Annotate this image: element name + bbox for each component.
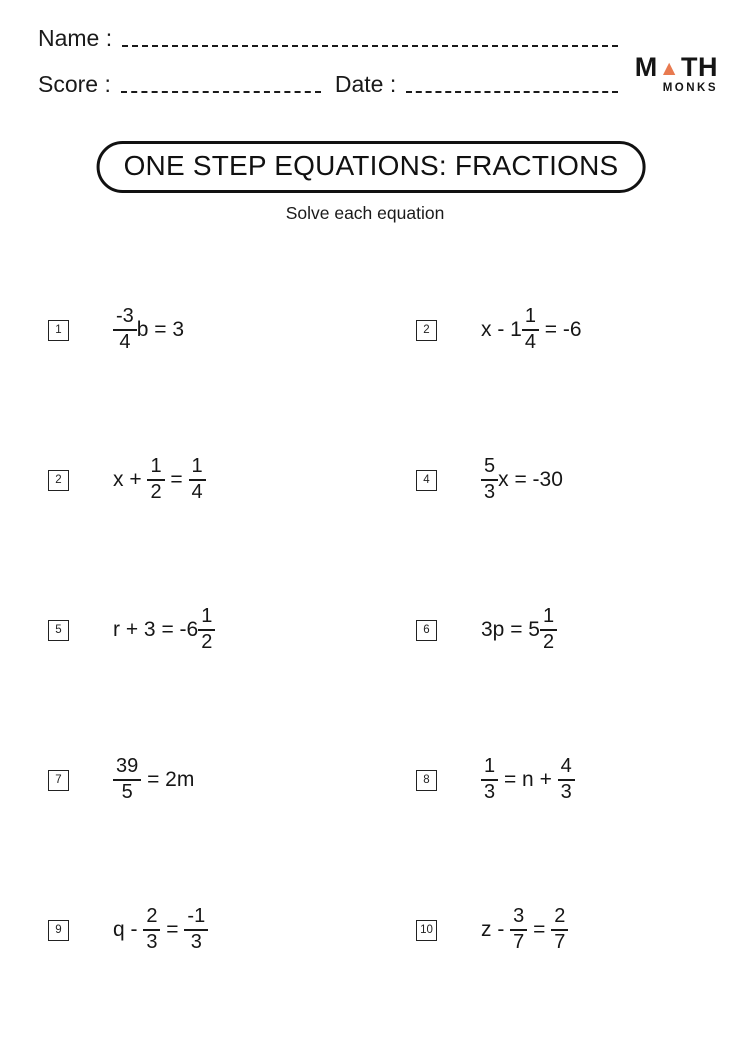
logo-text-th: TH <box>681 52 718 82</box>
fraction-numerator: 1 <box>522 306 539 331</box>
equation-text: = <box>160 918 185 941</box>
equation-text: r + 3 = -6 <box>113 618 199 641</box>
problem-number-badge: 2 <box>48 470 69 491</box>
fraction <box>481 756 498 803</box>
problem-item <box>44 456 412 503</box>
problem-number-badge: 5 <box>48 620 69 641</box>
date-fill-line <box>406 91 618 93</box>
equation <box>481 606 557 653</box>
equation <box>113 606 215 653</box>
equation <box>113 456 206 503</box>
equation-text: = <box>164 468 189 491</box>
problem-number-badge: 9 <box>48 920 69 941</box>
problem-number-badge: 2 <box>416 320 437 341</box>
problem-item <box>44 756 412 803</box>
problem-number-badge: 7 <box>48 770 69 791</box>
fraction <box>510 906 527 953</box>
fraction-numerator: 1 <box>147 456 164 481</box>
fraction <box>147 456 164 503</box>
fraction <box>551 906 568 953</box>
fraction <box>522 306 539 353</box>
fraction-numerator: 2 <box>551 906 568 931</box>
fraction <box>184 906 208 953</box>
equation <box>481 756 575 803</box>
name-fill-line <box>122 45 618 47</box>
problem-number-badge: 10 <box>416 920 437 941</box>
score-date-row <box>38 71 618 98</box>
equation-text: 3p = 5 <box>481 618 540 641</box>
fraction-denominator: 3 <box>484 481 496 503</box>
equation <box>113 906 208 953</box>
fraction <box>189 456 206 503</box>
fraction <box>558 756 575 803</box>
math-monks-logo <box>635 52 718 94</box>
fraction <box>198 606 215 653</box>
fraction <box>113 756 141 803</box>
problem-number-badge: 6 <box>416 620 437 641</box>
date-label: Date : <box>334 71 397 97</box>
fraction-denominator: 7 <box>513 931 525 953</box>
problem-number-badge: 4 <box>416 470 437 491</box>
fraction <box>540 606 557 653</box>
fraction-numerator: 3 <box>510 906 527 931</box>
problems-grid <box>44 255 742 1005</box>
fraction-numerator: 1 <box>189 456 206 481</box>
fraction-denominator: 7 <box>554 931 566 953</box>
fraction-numerator: 39 <box>113 756 141 781</box>
fraction-numerator: 1 <box>198 606 215 631</box>
fraction-denominator: 3 <box>484 781 496 803</box>
equation <box>113 306 184 353</box>
logo-text-m: M <box>634 52 658 82</box>
fraction <box>113 306 137 353</box>
fraction-numerator: 4 <box>558 756 575 781</box>
fraction-numerator: 1 <box>481 756 498 781</box>
equation-text: = <box>527 918 552 941</box>
equation-text: x + <box>113 468 148 491</box>
score-label: Score : <box>38 71 111 97</box>
fraction-denominator: 2 <box>201 631 213 653</box>
logo-subtext: MONKS <box>662 82 718 94</box>
equation <box>481 906 568 953</box>
equation-text: x = -30 <box>498 468 563 491</box>
worksheet-title: ONE STEP EQUATIONS: FRACTIONS <box>97 141 646 193</box>
equation-text: q - <box>113 918 144 941</box>
fraction-denominator: 5 <box>121 781 133 803</box>
fraction-numerator: 2 <box>143 906 160 931</box>
fraction-denominator: 2 <box>542 631 555 653</box>
fraction-numerator: 1 <box>540 606 557 631</box>
fraction-denominator: 3 <box>190 931 202 953</box>
problem-number-badge: 8 <box>416 770 437 791</box>
equation-text: = -6 <box>538 318 582 341</box>
fraction-denominator: 4 <box>524 331 536 353</box>
fraction <box>143 906 160 953</box>
problem-item <box>412 606 742 653</box>
name-row <box>38 25 618 52</box>
equation-text: z - <box>481 918 511 941</box>
fraction-denominator: 3 <box>146 931 158 953</box>
problem-item <box>412 756 742 803</box>
fraction-denominator: 3 <box>560 781 572 803</box>
equation-text: = n + <box>498 768 558 791</box>
problem-item <box>412 456 742 503</box>
equation-text: x - 1 <box>481 318 522 341</box>
problem-item <box>412 906 742 953</box>
problem-item <box>44 306 412 353</box>
equation <box>481 306 582 353</box>
fraction-numerator: 5 <box>481 456 498 481</box>
problem-number-badge: 1 <box>48 320 69 341</box>
score-fill-line <box>121 91 321 93</box>
fraction-numerator: -1 <box>184 906 208 931</box>
equation-text: = 2m <box>141 768 195 791</box>
equation <box>481 456 563 503</box>
triangle-icon: ▲ <box>658 57 680 80</box>
fraction-denominator: 2 <box>150 481 162 503</box>
fraction-denominator: 4 <box>191 481 203 503</box>
fraction-denominator: 4 <box>119 331 131 353</box>
problem-item <box>412 306 742 353</box>
logo-wordmark <box>635 52 718 83</box>
equation-text: b = 3 <box>136 318 185 341</box>
problem-item <box>44 906 412 953</box>
name-label: Name : <box>38 25 113 51</box>
fraction-numerator: -3 <box>113 306 137 331</box>
equation <box>113 756 194 803</box>
problem-item <box>44 606 412 653</box>
worksheet-instructions: Solve each equation <box>285 203 445 223</box>
fraction <box>481 456 498 503</box>
